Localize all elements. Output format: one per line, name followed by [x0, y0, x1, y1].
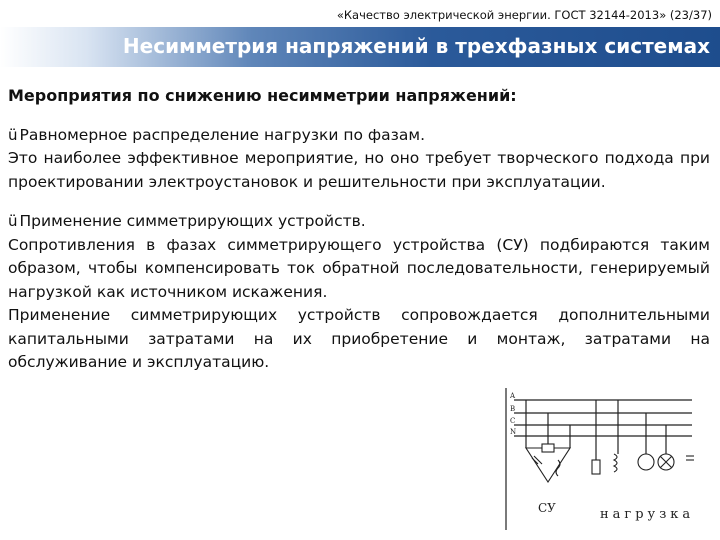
item2-title-line	[8, 210, 710, 234]
phase-label-n: N	[510, 428, 517, 436]
load-label: нагрузка	[600, 507, 695, 522]
checkmark-icon: ü	[8, 212, 18, 230]
item1-text: Это наиболее эффективное мероприятие, но оно требует творческого подхода при проектировании электроустановок и решительности при эксплуатации.	[8, 149, 710, 191]
slide-content	[8, 84, 710, 375]
slide-title: Несимметрия напряжений в трехфазных системах	[122, 34, 710, 58]
load-symbols	[592, 454, 694, 474]
item2-text1: Сопротивления в фазах симметрирующего устройства (СУ) подбираются таким образом, чтобы компенсировать ток обратной последовательности, генерируемый нагрузкой как источником искажения.	[8, 235, 710, 301]
phase-label-b: B	[510, 405, 516, 413]
item1-title-line	[8, 124, 710, 148]
checkmark-icon: ü	[8, 125, 18, 144]
item2-title: Применение симметрирующих устройств.	[19, 212, 366, 230]
item2-text2: Применение симметрирующих устройств сопровождается дополнительными капитальными затратами на их приобретение и монтаж, затратами на обслуживание и эксплуатацию.	[8, 306, 710, 371]
load-inductor	[614, 454, 617, 472]
title-bar	[0, 27, 720, 67]
circuit-diagram	[500, 384, 720, 534]
load-resistor	[592, 460, 600, 474]
su-label: СУ	[538, 501, 556, 515]
section-heading: Мероприятия по снижению несимметрии напряжений:	[8, 86, 517, 105]
phase-label-c: C	[510, 417, 516, 425]
circuit-diagram-svg	[500, 384, 720, 534]
su-delta-symbol	[526, 444, 570, 482]
phase-label-a: A	[510, 392, 516, 400]
slide-caption: «Качество электрической энергии. ГОСТ 32144-2013» (23/37)	[336, 8, 712, 22]
load-motor	[638, 454, 654, 470]
item1-title: Равномерное распределение нагрузки по фазам.	[19, 125, 426, 144]
